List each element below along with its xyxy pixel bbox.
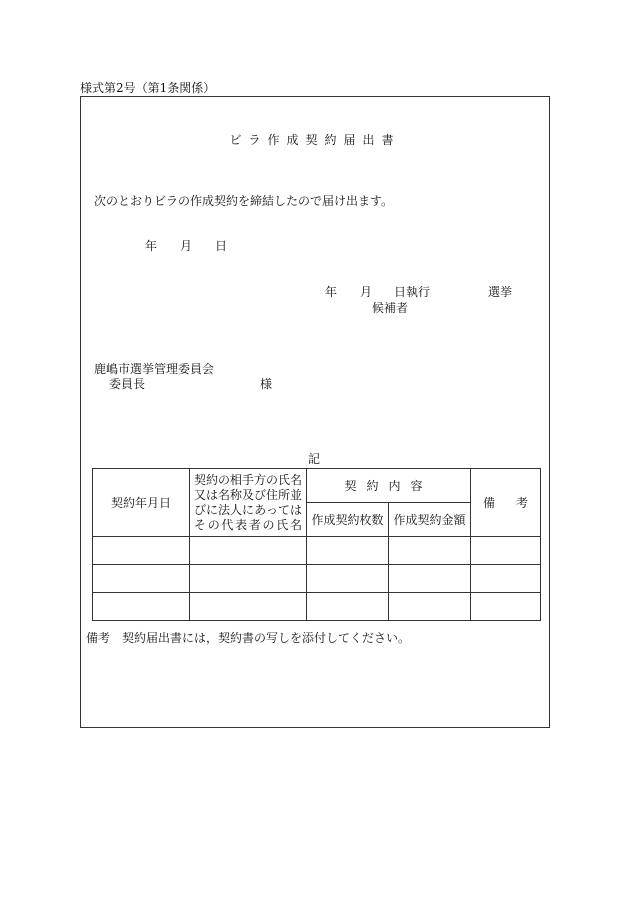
table-row — [93, 565, 541, 593]
column-header-contract-amount: 作成契約金額 — [389, 503, 471, 537]
table-cell-amount[interactable] — [389, 593, 471, 621]
remarks-note: 備考 契約届出書には，契約書の写しを添付してください。 — [86, 631, 411, 645]
submission-year-label: 年 — [145, 239, 158, 253]
honorific-label: 様 — [260, 377, 273, 391]
table-cell-count[interactable] — [307, 537, 389, 565]
table-cell-party[interactable] — [190, 565, 307, 593]
table-cell-remarks[interactable] — [471, 537, 541, 565]
table-cell-remarks[interactable] — [471, 565, 541, 593]
election-month-label: 月 — [360, 285, 373, 299]
table-cell-amount[interactable] — [389, 537, 471, 565]
column-header-remarks — [471, 469, 541, 537]
committee-name: 鹿嶋市選挙管理委員会 — [94, 362, 215, 376]
column-header-contract-party-line: 契約の相手方の氏名 — [194, 472, 303, 487]
column-header-contract-content: 契約内容 — [307, 469, 471, 503]
column-header-contract-party-line: その代表者の氏名 — [194, 517, 302, 532]
table-row — [93, 593, 541, 621]
document-title: ビラ作成契約届出書 — [229, 133, 401, 147]
table-cell-remarks[interactable] — [471, 593, 541, 621]
submission-month-label: 月 — [180, 239, 193, 253]
column-header-contract-party-line: びに法人にあっては — [194, 502, 302, 517]
column-header-remarks-char: 備 — [483, 496, 496, 510]
column-header-contract-party — [190, 469, 307, 537]
table-cell-date[interactable] — [93, 537, 190, 565]
submission-day-label: 日 — [215, 239, 228, 253]
election-execution-day-label: 日執行 — [394, 285, 431, 299]
chairman-label: 委員長 — [109, 377, 146, 391]
election-label: 選挙 — [488, 285, 513, 299]
ki-label: 記 — [308, 452, 321, 466]
contract-table — [92, 468, 541, 621]
column-header-remarks-char: 考 — [516, 496, 529, 510]
form-number-label: 様式第2号（第1条関係） — [80, 81, 216, 95]
table-cell-date[interactable] — [93, 593, 190, 621]
body-statement: 次のとおりビラの作成契約を締結したので届け出ます。 — [94, 194, 394, 208]
table-row — [93, 537, 541, 565]
table-cell-date[interactable] — [93, 565, 190, 593]
table-cell-party[interactable] — [190, 593, 307, 621]
table-cell-amount[interactable] — [389, 565, 471, 593]
table-cell-count[interactable] — [307, 565, 389, 593]
table-cell-count[interactable] — [307, 593, 389, 621]
table-cell-party[interactable] — [190, 537, 307, 565]
column-header-print-count: 作成契約枚数 — [307, 503, 389, 537]
candidate-label: 候補者 — [372, 301, 409, 315]
election-year-label: 年 — [325, 285, 338, 299]
column-header-contract-party-line: 又は名称及び住所並 — [194, 487, 303, 502]
column-header-contract-date: 契約年月日 — [93, 469, 190, 537]
